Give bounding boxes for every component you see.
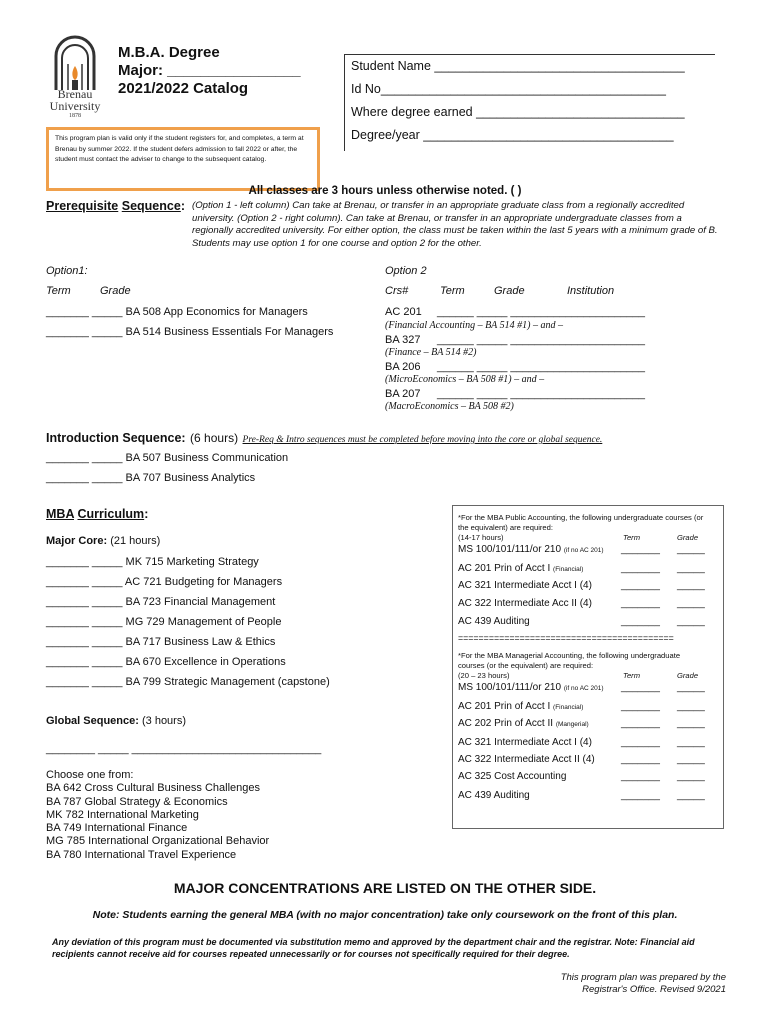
public-course-note: (if no AC 201) (563, 547, 604, 554)
option2-institution-header: Institution (567, 285, 615, 297)
managerial-accounting-note: *For the MBA Managerial Accounting, the following undergraduate courses (or the equivalent) are required: (458, 651, 681, 670)
managerial-course: AC 321 Intermediate Acct I (4) (458, 737, 592, 748)
grade-blank[interactable]: _____ (677, 790, 705, 801)
term-blank[interactable]: _______ (621, 701, 660, 712)
public-accounting-note: *For the MBA Public Accounting, the following undergraduate courses (or the equivalent) are required: (458, 513, 704, 532)
term-blank[interactable]: _______ (621, 682, 660, 693)
major-line: Major: ________________ (118, 62, 301, 79)
major-core-heading (46, 535, 160, 547)
grade-blank[interactable]: _____ (677, 754, 705, 765)
grade-blank[interactable]: _____ (677, 563, 705, 574)
grade-blank[interactable]: _____ (677, 682, 705, 693)
global-option: MK 782 International Marketing (46, 808, 199, 821)
opt2-course: AC 201 (385, 306, 422, 318)
term-blank[interactable]: _______ (621, 544, 660, 555)
student-info-box (344, 54, 715, 151)
logo-text-brenau: Brenau (57, 87, 93, 101)
option2-crs-header: Crs# (385, 285, 409, 297)
option1-grade-header: Grade (100, 285, 131, 297)
degree-earned-field[interactable]: Where degree earned ______________________________ (351, 105, 685, 119)
logo-year: 1878 (69, 113, 81, 119)
major-core-label: Major Core: (46, 535, 108, 547)
global-hours: (3 hours) (141, 715, 187, 727)
core-row[interactable]: _______ _____ MK 715 Marketing Strategy (46, 556, 259, 568)
opt1-row[interactable]: _______ _____ BA 508 App Economics for Managers (46, 306, 308, 318)
prereq-heading (46, 199, 185, 213)
term-blank[interactable]: _______ (621, 771, 660, 782)
term-blank[interactable]: _______ (621, 563, 660, 574)
global-line[interactable]: ________ _____ _______________________________ (46, 743, 322, 755)
term-blank[interactable]: _______ (621, 737, 660, 748)
opt2-note: (Financial Accounting – BA 514 #1) – and – (385, 320, 563, 331)
option1-label: Option1: (46, 265, 88, 277)
core-row[interactable]: _______ _____ BA 799 Strategic Management (capstone) (46, 676, 330, 688)
validity-notice: This program plan is valid only if the student registers for, and completes, a term at Brenau by summer 2022. If the student defers admission to fall 2022 or after, the student must contact the adviser to change to the subsequent catalog. (46, 127, 320, 191)
option2-label: Option 2 (385, 265, 427, 277)
public-course: AC 321 Intermediate Acct I (4) (458, 580, 592, 591)
global-option: BA 780 International Travel Experience (46, 848, 237, 861)
managerial-course-note: (Mangerial) (555, 721, 589, 728)
catalog-year: 2021/2022 Catalog (118, 80, 249, 97)
student-name-field[interactable]: Student Name ____________________________________ (351, 59, 685, 73)
term-blank[interactable]: _______ (621, 616, 660, 627)
public-hours: (14-17 hours) (458, 533, 504, 542)
degree-title: M.B.A. Degree (118, 44, 220, 61)
curriculum-heading (46, 507, 148, 521)
intro-hours: (6 hours) (190, 431, 239, 445)
degree-year-field[interactable]: Degree/year ____________________________________ (351, 128, 674, 142)
choose-label: Choose one from: (46, 769, 134, 781)
id-field[interactable]: Id No_________________________________________ (351, 82, 666, 96)
global-option: MG 785 International Organizational Behavior (46, 835, 270, 848)
grade-blank[interactable]: _____ (677, 737, 705, 748)
option2-grade-header: Grade (494, 285, 525, 297)
public-term-header: Term (623, 533, 641, 542)
prereq-heading-a: Prerequisite (46, 199, 119, 213)
managerial-course: AC 201 Prin of Acct I (458, 701, 551, 712)
prepared-line1: This program plan was prepared by the (560, 972, 726, 983)
global-option: BA 749 International Finance (46, 822, 188, 835)
grade-blank[interactable]: _____ (677, 771, 705, 782)
opt2-line[interactable]: ______ _____ ______________________ (437, 334, 645, 346)
prereq-colon: : (180, 199, 185, 213)
public-course-note: (Financial) (553, 566, 584, 573)
public-course: AC 201 Prin of Acct I (458, 563, 551, 574)
public-course: AC 439 Auditing (458, 616, 530, 627)
option2-term-header: Term (440, 285, 465, 297)
intro-heading (46, 429, 602, 447)
managerial-hours: (20 – 23 hours) (458, 671, 510, 680)
global-option: BA 787 Global Strategy & Economics (46, 795, 228, 808)
concentrations-heading: MAJOR CONCENTRATIONS ARE LISTED ON THE OTHER SIDE. (173, 880, 597, 896)
term-blank[interactable]: _______ (621, 580, 660, 591)
managerial-course: AC 322 Intermediate Acct II (4) (458, 754, 595, 765)
logo-text-university: University (49, 99, 101, 113)
managerial-course: AC 202 Prin of Acct II (458, 718, 554, 729)
grade-blank[interactable]: _____ (677, 580, 705, 591)
prereq-heading-b: Sequence (121, 199, 181, 213)
managerial-course-row (458, 701, 583, 712)
opt2-course: BA 207 (385, 388, 421, 400)
intro-note: Pre-Req & Intro sequences must be completed before moving into the core or global sequence. (242, 435, 603, 445)
public-grade-header: Grade (677, 533, 699, 542)
grade-blank[interactable]: _____ (677, 718, 705, 729)
managerial-course-row (458, 682, 604, 693)
opt2-course: BA 327 (385, 334, 421, 346)
major-core-hours: (21 hours) (110, 535, 161, 547)
global-options (46, 769, 269, 862)
public-course-row (458, 563, 583, 574)
option1-term-header: Term (46, 285, 71, 297)
managerial-course-row (458, 718, 589, 729)
opt2-line[interactable]: ______ _____ ______________________ (437, 388, 645, 400)
global-heading (46, 715, 186, 727)
global-label: Global Sequence: (46, 715, 139, 727)
managerial-course-note: (if no AC 201) (563, 685, 604, 692)
opt2-note: (MacroEconomics – BA 508 #2) (385, 401, 514, 412)
grade-blank[interactable]: _____ (677, 544, 705, 555)
public-course-row (458, 544, 604, 555)
curriculum-colon: : (144, 507, 149, 521)
core-row[interactable]: _______ _____ BA 723 Financial Management (46, 596, 276, 608)
managerial-course: MS 100/101/111/or 210 (458, 682, 562, 693)
opt2-course: BA 206 (385, 361, 421, 373)
opt2-note: (MicroEconomics – BA 508 #1) – and – (385, 374, 545, 385)
managerial-course: AC 439 Auditing (458, 790, 530, 801)
public-course: MS 100/101/111/or 210 (458, 544, 562, 555)
term-blank[interactable]: _______ (621, 718, 660, 729)
grade-blank[interactable]: _____ (677, 598, 705, 609)
core-row[interactable]: _______ _____ AC 721 Budgeting for Managers (46, 576, 283, 588)
managerial-course-note: (Financial) (553, 704, 584, 711)
opt2-line[interactable]: ______ _____ ______________________ (437, 306, 645, 318)
public-course: AC 322 Intermediate Acc II (4) (458, 598, 592, 609)
managerial-course: AC 325 Cost Accounting (458, 771, 567, 782)
term-blank[interactable]: _______ (621, 598, 660, 609)
core-row[interactable]: _______ _____ MG 729 Management of People (46, 616, 282, 628)
general-mba-note: Note: Students earning the general MBA (with no major concentration) take only coursework on the front of this plan. (92, 909, 678, 921)
managerial-grade-header: Grade (677, 671, 699, 680)
prepared-line2: Registrar's Office. Revised 9/2021 (582, 984, 726, 995)
opt1-row[interactable]: _______ _____ BA 514 Business Essentials For Managers (46, 326, 334, 338)
box-divider: ========================================== (458, 633, 674, 643)
term-blank[interactable]: _______ (621, 790, 660, 801)
global-option: BA 642 Cross Cultural Business Challenges (46, 782, 261, 795)
prereq-note: (Option 1 - left column) Can take at Brenau, or transfer in an appropriate graduate class from a regionally accredited university. (Option 2 - right column). Can take at Brenau, or transfer in an appropriate undergraduate classes from a regionally accredited university. For either option, the class must be taken within the last 5 years with a minimum grade of B. Students may use option 1 for one course and option 2 for the other. (192, 200, 718, 249)
brenau-logo (42, 30, 108, 122)
university-arch-icon (42, 30, 108, 92)
managerial-term-header: Term (623, 671, 641, 680)
opt2-note: (Finance – BA 514 #2) (385, 347, 477, 358)
intro-row[interactable]: _______ _____ BA 507 Business Communication (46, 452, 289, 464)
grade-blank[interactable]: _____ (677, 701, 705, 712)
core-row[interactable]: _______ _____ BA 670 Excellence in Operations (46, 656, 286, 668)
opt2-line[interactable]: ______ _____ ______________________ (437, 361, 645, 373)
intro-title: Introduction Sequence: (46, 431, 186, 445)
core-row[interactable]: _______ _____ BA 717 Business Law & Ethics (46, 636, 276, 648)
prepared-by (470, 972, 726, 996)
curriculum-heading-a: MBA (46, 507, 75, 521)
grade-blank[interactable]: _____ (677, 616, 705, 627)
deviation-note: Any deviation of this program must be documented via substitution memo and approved by the department chair and the registrar. Note: Financial aid recipients cannot receive aid for courses repeated unnecessarily or for courses not specifically required for their degree. (52, 937, 695, 959)
curriculum-heading-b: Curriculum (77, 507, 145, 521)
intro-row[interactable]: _______ _____ BA 707 Business Analytics (46, 472, 256, 484)
term-blank[interactable]: _______ (621, 754, 660, 765)
page-title (118, 44, 301, 98)
hours-note: All classes are 3 hours unless otherwise noted. ( ) (248, 185, 522, 197)
